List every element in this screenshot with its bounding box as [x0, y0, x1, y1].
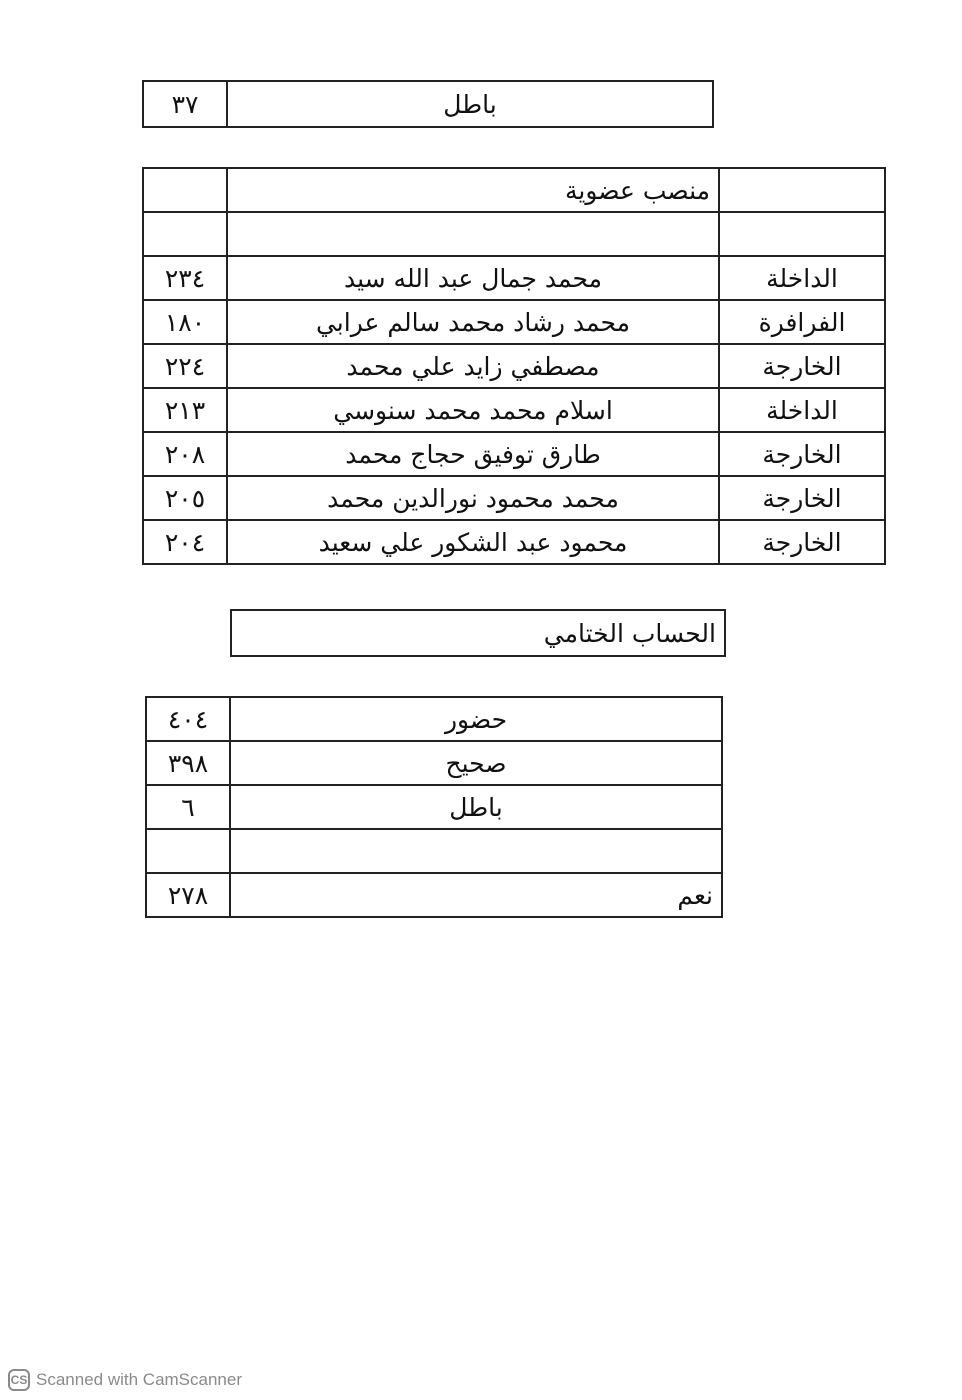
- table-row: [146, 785, 722, 829]
- name-cell: محمد محمود نورالدين محمد: [227, 476, 719, 520]
- empty-cell: [143, 168, 227, 212]
- name-cell: اسلام محمد محمد سنوسي: [227, 388, 719, 432]
- label-cell: [230, 829, 722, 873]
- empty-cell: [227, 212, 719, 256]
- votes-cell: ٢٢٤: [143, 344, 227, 388]
- region-cell: الخارجة: [719, 520, 885, 564]
- table-row: [143, 432, 885, 476]
- value-cell: ٦: [146, 785, 230, 829]
- table-row: [143, 81, 713, 127]
- name-cell: محمود عبد الشكور علي سعيد: [227, 520, 719, 564]
- region-cell: الداخلة: [719, 256, 885, 300]
- region-cell: الخارجة: [719, 432, 885, 476]
- table-row: [143, 344, 885, 388]
- region-cell: الخارجة: [719, 344, 885, 388]
- membership-table: [142, 167, 886, 565]
- votes-cell: ٢٣٤: [143, 256, 227, 300]
- name-cell: محمد رشاد محمد سالم عرابي: [227, 300, 719, 344]
- region-cell: الفرافرة: [719, 300, 885, 344]
- region-cell: الداخلة: [719, 388, 885, 432]
- table-row: [231, 610, 725, 656]
- votes-cell: ١٨٠: [143, 300, 227, 344]
- invalid-votes-value: ٣٧: [143, 81, 227, 127]
- empty-cell: [143, 212, 227, 256]
- table-row: [143, 300, 885, 344]
- empty-cell: [719, 168, 885, 212]
- table-row: [143, 212, 885, 256]
- table-header-row: [143, 168, 885, 212]
- name-cell: مصطفي زايد علي محمد: [227, 344, 719, 388]
- region-cell: الخارجة: [719, 476, 885, 520]
- table-row: [143, 520, 885, 564]
- votes-cell: ٢٠٨: [143, 432, 227, 476]
- value-cell: ٣٩٨: [146, 741, 230, 785]
- camscanner-logo-icon: CS: [8, 1369, 30, 1391]
- table-row: [143, 256, 885, 300]
- table-row: [146, 829, 722, 873]
- votes-cell: ٢٠٥: [143, 476, 227, 520]
- table-row: [146, 697, 722, 741]
- label-cell: نعم: [230, 873, 722, 917]
- invalid-votes-label: باطل: [227, 81, 713, 127]
- table-row: [143, 476, 885, 520]
- votes-cell: ٢١٣: [143, 388, 227, 432]
- label-cell: صحيح: [230, 741, 722, 785]
- membership-title: منصب عضوية: [227, 168, 719, 212]
- table-row: [146, 741, 722, 785]
- empty-cell: [719, 212, 885, 256]
- value-cell: ٢٧٨: [146, 873, 230, 917]
- final-account-title: الحساب الختامي: [231, 610, 725, 656]
- value-cell: ٤٠٤: [146, 697, 230, 741]
- table-row: [143, 388, 885, 432]
- final-account-table: [145, 696, 723, 918]
- name-cell: طارق توفيق حجاج محمد: [227, 432, 719, 476]
- invalid-votes-table: [142, 80, 714, 128]
- final-account-title-box: [230, 609, 726, 657]
- camscanner-watermark: [8, 1366, 242, 1394]
- watermark-text: Scanned with CamScanner: [36, 1370, 243, 1389]
- table-row: [146, 873, 722, 917]
- label-cell: حضور: [230, 697, 722, 741]
- name-cell: محمد جمال عبد الله سيد: [227, 256, 719, 300]
- votes-cell: ٢٠٤: [143, 520, 227, 564]
- value-cell: [146, 829, 230, 873]
- label-cell: باطل: [230, 785, 722, 829]
